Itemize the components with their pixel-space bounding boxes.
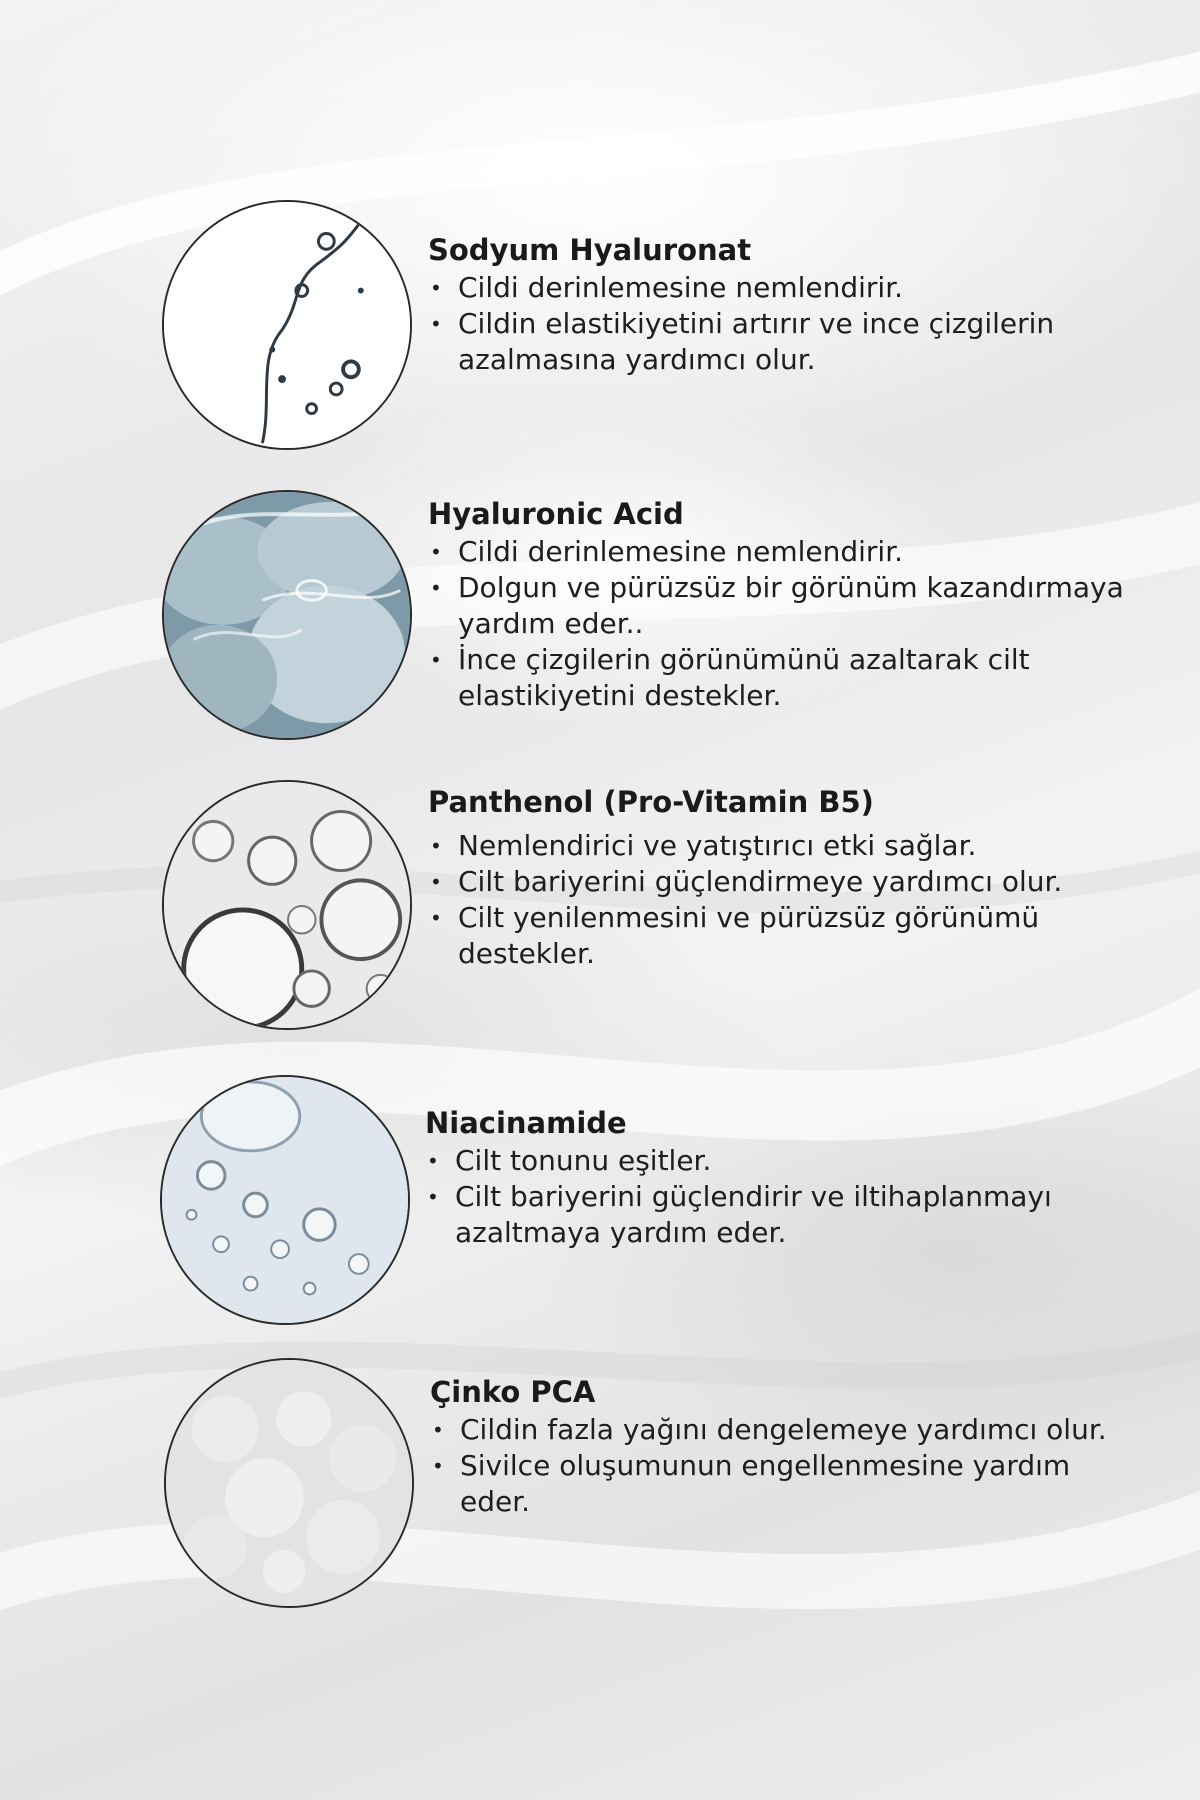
benefit-item: • Dolgun ve pürüzsüz bir görünüm kazandırmaya yardım eder.. bbox=[426, 570, 1126, 642]
benefit-list bbox=[428, 1412, 1128, 1520]
benefit-item: • Cildi derinlemesine nemlendirir. bbox=[426, 534, 1126, 570]
benefit-item: • Nemlendirici ve yatıştırıcı etki sağlar. bbox=[426, 828, 1126, 864]
benefit-list bbox=[426, 270, 1126, 378]
benefit-item: • Cildin elastikiyetini artırır ve ince çizgilerin azalmasına yardımcı olur. bbox=[426, 306, 1126, 378]
benefit-list bbox=[426, 828, 1126, 972]
ingredient-text bbox=[428, 1374, 1128, 1520]
ingredient-title: Hyaluronic Acid bbox=[428, 497, 684, 531]
bubbles-icon bbox=[162, 780, 412, 1030]
benefit-item: • Cilt bariyerini güçlendirir ve iltihaplanmayı azaltmaya yardım eder. bbox=[423, 1179, 1123, 1251]
ingredient-title: Çinko PCA bbox=[430, 1375, 596, 1409]
gel-texture-icon bbox=[162, 490, 412, 740]
benefit-item: • Sivilce oluşumunun engellenmesine yardım eder. bbox=[428, 1448, 1128, 1520]
benefit-item: • İnce çizgilerin görünümünü azaltarak cilt elastikiyetini destekler. bbox=[426, 642, 1126, 714]
foam-icon bbox=[164, 1358, 414, 1608]
ingredient-title: Panthenol (Pro-Vitamin B5) bbox=[428, 785, 874, 819]
benefit-item: • Cildin fazla yağını dengelemeye yardımcı olur. bbox=[428, 1412, 1128, 1448]
benefit-item: • Cilt bariyerini güçlendirmeye yardımcı olur. bbox=[426, 864, 1126, 900]
ingredient-title: Sodyum Hyaluronat bbox=[428, 233, 752, 267]
water-splash-icon bbox=[162, 200, 412, 450]
benefit-item: • Cilt tonunu eşitler. bbox=[423, 1143, 1123, 1179]
ingredient-text bbox=[426, 232, 1126, 378]
benefit-item: • Cilt yenilenmesini ve pürüzsüz görünümü destekler. bbox=[426, 900, 1126, 972]
benefit-list bbox=[426, 534, 1126, 714]
droplets-icon bbox=[160, 1075, 410, 1325]
ingredient-text bbox=[426, 496, 1126, 714]
ingredient-text bbox=[426, 784, 1126, 972]
ingredient-title: Niacinamide bbox=[425, 1106, 627, 1140]
ingredient-text bbox=[423, 1105, 1123, 1251]
benefit-list bbox=[423, 1143, 1123, 1251]
benefit-item: • Cildi derinlemesine nemlendirir. bbox=[426, 270, 1126, 306]
